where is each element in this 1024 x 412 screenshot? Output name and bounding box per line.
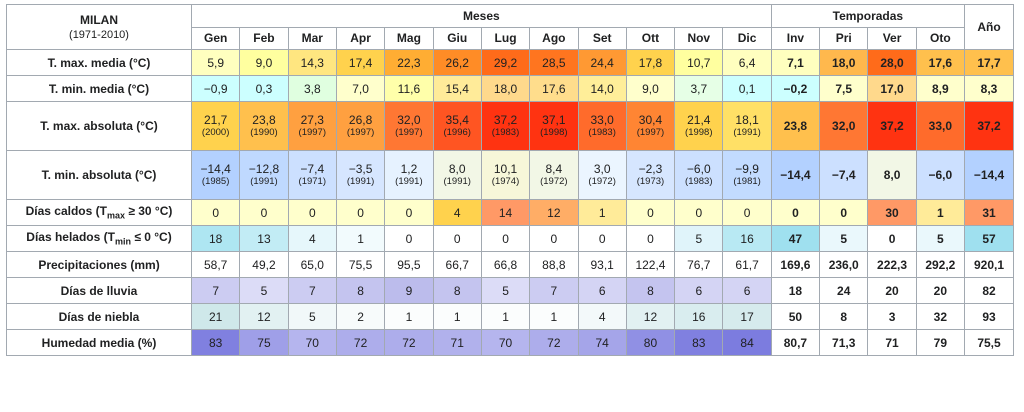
data-cell <box>481 151 529 200</box>
data-cell <box>240 151 288 200</box>
data-cell: 28,5 <box>530 50 578 76</box>
season-cell: 71,3 <box>820 330 868 356</box>
season-cell: −14,4 <box>771 151 819 200</box>
season-cell: 18 <box>771 278 819 304</box>
data-cell: 26,2 <box>433 50 481 76</box>
cell-value: 8,4 <box>545 162 563 176</box>
data-cell: 7 <box>288 278 336 304</box>
season-cell: 292,2 <box>916 252 964 278</box>
group-header-year: Año <box>965 5 1014 50</box>
data-cell: 83 <box>192 330 240 356</box>
data-cell <box>530 151 578 200</box>
data-cell: 1 <box>385 304 433 330</box>
table-row <box>7 278 1014 304</box>
column-header-season-oto: Oto <box>916 27 964 50</box>
season-cell: 20 <box>868 278 916 304</box>
cell-year-annotation: (1998) <box>540 127 568 138</box>
cell-value: 32,0 <box>397 113 421 127</box>
data-cell: 0 <box>626 200 674 226</box>
table-body <box>7 50 1014 356</box>
data-cell <box>530 102 578 151</box>
data-cell <box>433 102 481 151</box>
cell-value: 3,0 <box>593 162 611 176</box>
row-label-suffix: ≥ 30 °C) <box>124 204 173 219</box>
row-label: Humedad media (%) <box>7 330 192 356</box>
data-cell: 2 <box>336 304 384 330</box>
cell-year-annotation: (1997) <box>346 127 375 138</box>
cell-value: −7,4 <box>300 162 325 176</box>
cell-value: 37,2 <box>493 113 518 127</box>
data-cell <box>675 151 723 200</box>
season-cell: 18,0 <box>820 50 868 76</box>
data-cell: 4 <box>578 304 626 330</box>
data-cell: 0 <box>578 226 626 252</box>
data-cell: 6 <box>723 278 771 304</box>
data-cell <box>192 102 240 151</box>
data-cell: 18,0 <box>481 76 529 102</box>
season-cell: 71 <box>868 330 916 356</box>
season-cell: 20 <box>916 278 964 304</box>
cell-value: 10,1 <box>493 162 518 176</box>
year-cell: −14,4 <box>965 151 1014 200</box>
row-label-prefix: Días helados (T <box>26 230 115 245</box>
data-cell <box>336 102 384 151</box>
data-cell: 14 <box>481 200 529 226</box>
data-cell: 17,6 <box>530 76 578 102</box>
data-cell: 11,6 <box>385 76 433 102</box>
row-label <box>7 200 192 226</box>
cell-year-annotation: (2000) <box>201 127 230 138</box>
row-label: Precipitaciones (mm) <box>7 252 192 278</box>
data-cell: 5,9 <box>192 50 240 76</box>
season-cell: 79 <box>916 330 964 356</box>
season-cell: 236,0 <box>820 252 868 278</box>
data-cell: 7,0 <box>336 76 384 102</box>
cell-value: 26,8 <box>348 113 373 127</box>
data-cell: 70 <box>481 330 529 356</box>
data-cell: 13 <box>240 226 288 252</box>
season-cell: 0 <box>820 200 868 226</box>
column-header-month-feb: Feb <box>240 27 288 50</box>
data-cell <box>288 102 336 151</box>
row-label: T. max. absoluta (°C) <box>7 102 192 151</box>
data-cell <box>385 151 433 200</box>
season-cell: 8,9 <box>916 76 964 102</box>
data-cell: 1 <box>336 226 384 252</box>
season-cell: 17,6 <box>916 50 964 76</box>
column-header-season-ver: Ver <box>868 27 916 50</box>
data-cell: 122,4 <box>626 252 674 278</box>
data-cell: 17,4 <box>336 50 384 76</box>
data-cell <box>288 151 336 200</box>
season-cell: 7,5 <box>820 76 868 102</box>
cell-year-annotation: (1974) <box>491 176 520 187</box>
season-cell: 7,1 <box>771 50 819 76</box>
station-period: (1971-2010) <box>69 29 129 41</box>
data-cell: 5 <box>675 226 723 252</box>
row-label: T. max. media (°C) <box>7 50 192 76</box>
season-cell: 28,0 <box>868 50 916 76</box>
season-cell: 5 <box>820 226 868 252</box>
data-cell: 8 <box>336 278 384 304</box>
data-cell: 0 <box>240 200 288 226</box>
data-cell: 95,5 <box>385 252 433 278</box>
data-cell: 16 <box>723 226 771 252</box>
cell-year-annotation: (1991) <box>250 176 278 187</box>
data-cell: 9 <box>385 278 433 304</box>
data-cell: 1 <box>433 304 481 330</box>
data-cell: 0 <box>675 200 723 226</box>
season-cell: 0 <box>868 226 916 252</box>
table-row <box>7 252 1014 278</box>
group-header-seasons: Temporadas <box>771 5 964 28</box>
climate-table <box>6 4 1014 356</box>
data-cell: 7 <box>192 278 240 304</box>
data-cell: 0,1 <box>723 76 771 102</box>
data-cell: 6 <box>578 278 626 304</box>
header-row-groups <box>7 5 1014 28</box>
data-cell: 93,1 <box>578 252 626 278</box>
cell-year-annotation: (1983) <box>685 176 713 187</box>
season-cell: 17,0 <box>868 76 916 102</box>
data-cell <box>336 151 384 200</box>
year-cell: 31 <box>965 200 1014 226</box>
data-cell: 0,3 <box>240 76 288 102</box>
data-cell <box>675 102 723 151</box>
cell-year-annotation: (1983) <box>491 127 520 138</box>
data-cell: 76,7 <box>675 252 723 278</box>
data-cell: 3,7 <box>675 76 723 102</box>
season-cell: 30 <box>868 200 916 226</box>
data-cell: 12 <box>530 200 578 226</box>
season-cell: −0,2 <box>771 76 819 102</box>
data-cell: 29,2 <box>481 50 529 76</box>
data-cell: 5 <box>288 304 336 330</box>
season-cell: 169,6 <box>771 252 819 278</box>
data-cell: 88,8 <box>530 252 578 278</box>
season-cell: 50 <box>771 304 819 330</box>
row-label: T. min. absoluta (°C) <box>7 151 192 200</box>
cell-value: −3,5 <box>348 162 373 176</box>
cell-value: 27,3 <box>300 113 324 127</box>
data-cell: 58,7 <box>192 252 240 278</box>
cell-year-annotation: (1997) <box>636 127 665 138</box>
cell-value: 18,1 <box>735 113 759 127</box>
data-cell: 5 <box>240 278 288 304</box>
cell-value: −2,3 <box>638 162 663 176</box>
season-cell: −7,4 <box>820 151 868 200</box>
data-cell: 75 <box>240 330 288 356</box>
table-row <box>7 50 1014 76</box>
data-cell <box>385 102 433 151</box>
data-cell: 15,4 <box>433 76 481 102</box>
year-cell: 93 <box>965 304 1014 330</box>
year-cell: 75,5 <box>965 330 1014 356</box>
table-row <box>7 304 1014 330</box>
season-cell: 33,0 <box>916 102 964 151</box>
row-label-prefix: Días caldos (T <box>25 204 107 219</box>
year-cell: 17,7 <box>965 50 1014 76</box>
row-label: Días de niebla <box>7 304 192 330</box>
year-cell: 57 <box>965 226 1014 252</box>
data-cell: 65,0 <box>288 252 336 278</box>
data-cell: 21 <box>192 304 240 330</box>
cell-value: 1,2 <box>400 162 418 176</box>
data-cell: 0 <box>723 200 771 226</box>
data-cell: 0 <box>530 226 578 252</box>
cell-value: 23,8 <box>252 113 276 127</box>
cell-value: 8,0 <box>448 162 466 176</box>
cell-value: 37,1 <box>542 113 566 127</box>
data-cell: 1 <box>481 304 529 330</box>
year-cell: 37,2 <box>965 102 1014 151</box>
row-label: T. min. media (°C) <box>7 76 192 102</box>
year-cell: 8,3 <box>965 76 1014 102</box>
column-header-month-gen: Gen <box>192 27 240 50</box>
column-header-month-set: Set <box>578 27 626 50</box>
data-cell <box>578 151 626 200</box>
table-row <box>7 226 1014 252</box>
season-cell: 0 <box>771 200 819 226</box>
row-label-suffix: ≤ 0 °C) <box>130 230 172 245</box>
data-cell <box>433 151 481 200</box>
data-cell: 61,7 <box>723 252 771 278</box>
cell-value: 35,4 <box>445 113 469 127</box>
data-cell: 16 <box>675 304 723 330</box>
data-cell: 66,7 <box>433 252 481 278</box>
cell-year-annotation: (1991) <box>346 176 375 187</box>
cell-year-annotation: (1997) <box>298 127 327 138</box>
column-header-month-ott: Ott <box>626 27 674 50</box>
table-row <box>7 330 1014 356</box>
year-cell: 920,1 <box>965 252 1014 278</box>
data-cell: 0 <box>288 200 336 226</box>
table-row <box>7 76 1014 102</box>
data-cell: 12 <box>626 304 674 330</box>
cell-year-annotation: (1997) <box>395 127 423 138</box>
data-cell: 66,8 <box>481 252 529 278</box>
data-cell: 49,2 <box>240 252 288 278</box>
cell-year-annotation: (1973) <box>636 176 665 187</box>
station-name: MILAN <box>80 13 118 27</box>
data-cell: 14,0 <box>578 76 626 102</box>
column-header-month-apr: Apr <box>336 27 384 50</box>
data-cell: 0 <box>192 200 240 226</box>
data-cell: 24,4 <box>578 50 626 76</box>
season-cell: 8,0 <box>868 151 916 200</box>
cell-year-annotation: (1972) <box>540 176 568 187</box>
cell-year-annotation: (1991) <box>733 127 761 138</box>
data-cell: 17 <box>723 304 771 330</box>
data-cell: 72 <box>336 330 384 356</box>
table-row <box>7 151 1014 200</box>
data-cell: 1 <box>530 304 578 330</box>
data-cell: 72 <box>385 330 433 356</box>
cell-year-annotation: (1998) <box>685 127 713 138</box>
cell-value: −6,0 <box>686 162 711 176</box>
data-cell: 80 <box>626 330 674 356</box>
data-cell: 4 <box>288 226 336 252</box>
data-cell <box>723 102 771 151</box>
data-cell: 0 <box>433 226 481 252</box>
data-cell <box>723 151 771 200</box>
data-cell: 9,0 <box>240 50 288 76</box>
cell-year-annotation: (1990) <box>250 127 278 138</box>
row-label-subscript: min <box>114 236 131 247</box>
data-cell: 22,3 <box>385 50 433 76</box>
row-label <box>7 226 192 252</box>
season-cell: 80,7 <box>771 330 819 356</box>
cell-year-annotation: (1981) <box>733 176 761 187</box>
season-cell: 24 <box>820 278 868 304</box>
data-cell: 12 <box>240 304 288 330</box>
column-header-month-giu: Giu <box>433 27 481 50</box>
data-cell: 17,8 <box>626 50 674 76</box>
cell-year-annotation: (1996) <box>443 127 471 138</box>
data-cell: 10,7 <box>675 50 723 76</box>
cell-year-annotation: (1991) <box>395 176 423 187</box>
data-cell: 84 <box>723 330 771 356</box>
cell-value: −14,4 <box>200 162 231 176</box>
cell-value: −9,9 <box>735 162 759 176</box>
table-row <box>7 102 1014 151</box>
data-cell: 70 <box>288 330 336 356</box>
table-row <box>7 200 1014 226</box>
data-cell: 8 <box>433 278 481 304</box>
data-cell: 6,4 <box>723 50 771 76</box>
data-cell: 1 <box>578 200 626 226</box>
season-cell: 32 <box>916 304 964 330</box>
data-cell: 0 <box>385 200 433 226</box>
data-cell <box>626 102 674 151</box>
data-cell: 9,0 <box>626 76 674 102</box>
cell-value: 33,0 <box>590 113 614 127</box>
cell-year-annotation: (1991) <box>443 176 471 187</box>
data-cell: 7 <box>530 278 578 304</box>
cell-value: 30,4 <box>638 113 663 127</box>
season-cell: 47 <box>771 226 819 252</box>
data-cell: 71 <box>433 330 481 356</box>
data-cell <box>578 102 626 151</box>
column-header-season-pri: Pri <box>820 27 868 50</box>
data-cell: 83 <box>675 330 723 356</box>
column-header-month-mar: Mar <box>288 27 336 50</box>
cell-year-annotation: (1971) <box>298 176 327 187</box>
season-cell: 222,3 <box>868 252 916 278</box>
data-cell: 0 <box>336 200 384 226</box>
season-cell: −6,0 <box>916 151 964 200</box>
table-header <box>7 5 1014 50</box>
group-header-months: Meses <box>192 5 772 28</box>
station-header <box>7 5 192 50</box>
data-cell: 0 <box>626 226 674 252</box>
cell-year-annotation: (1985) <box>201 176 230 187</box>
season-cell: 32,0 <box>820 102 868 151</box>
season-cell: 37,2 <box>868 102 916 151</box>
data-cell: 14,3 <box>288 50 336 76</box>
cell-value: 21,7 <box>203 113 228 127</box>
row-label: Días de lluvia <box>7 278 192 304</box>
cell-year-annotation: (1972) <box>588 176 616 187</box>
column-header-month-ago: Ago <box>530 27 578 50</box>
season-cell: 23,8 <box>771 102 819 151</box>
season-cell: 1 <box>916 200 964 226</box>
data-cell: 8 <box>626 278 674 304</box>
data-cell: 0 <box>385 226 433 252</box>
data-cell: 4 <box>433 200 481 226</box>
data-cell: 74 <box>578 330 626 356</box>
data-cell: −0,9 <box>192 76 240 102</box>
row-label-subscript: max <box>106 210 125 221</box>
data-cell <box>192 151 240 200</box>
data-cell: 75,5 <box>336 252 384 278</box>
column-header-month-nov: Nov <box>675 27 723 50</box>
data-cell: 0 <box>481 226 529 252</box>
data-cell <box>626 151 674 200</box>
season-cell: 8 <box>820 304 868 330</box>
data-cell: 5 <box>481 278 529 304</box>
column-header-season-inv: Inv <box>771 27 819 50</box>
year-cell: 82 <box>965 278 1014 304</box>
cell-year-annotation: (1983) <box>588 127 616 138</box>
data-cell <box>240 102 288 151</box>
cell-value: −12,8 <box>248 162 280 176</box>
season-cell: 3 <box>868 304 916 330</box>
cell-value: 21,4 <box>687 113 711 127</box>
data-cell: 72 <box>530 330 578 356</box>
column-header-month-mag: Mag <box>385 27 433 50</box>
data-cell: 3,8 <box>288 76 336 102</box>
data-cell: 6 <box>675 278 723 304</box>
column-header-month-lug: Lug <box>481 27 529 50</box>
column-header-month-dic: Dic <box>723 27 771 50</box>
season-cell: 5 <box>916 226 964 252</box>
data-cell <box>481 102 529 151</box>
data-cell: 18 <box>192 226 240 252</box>
